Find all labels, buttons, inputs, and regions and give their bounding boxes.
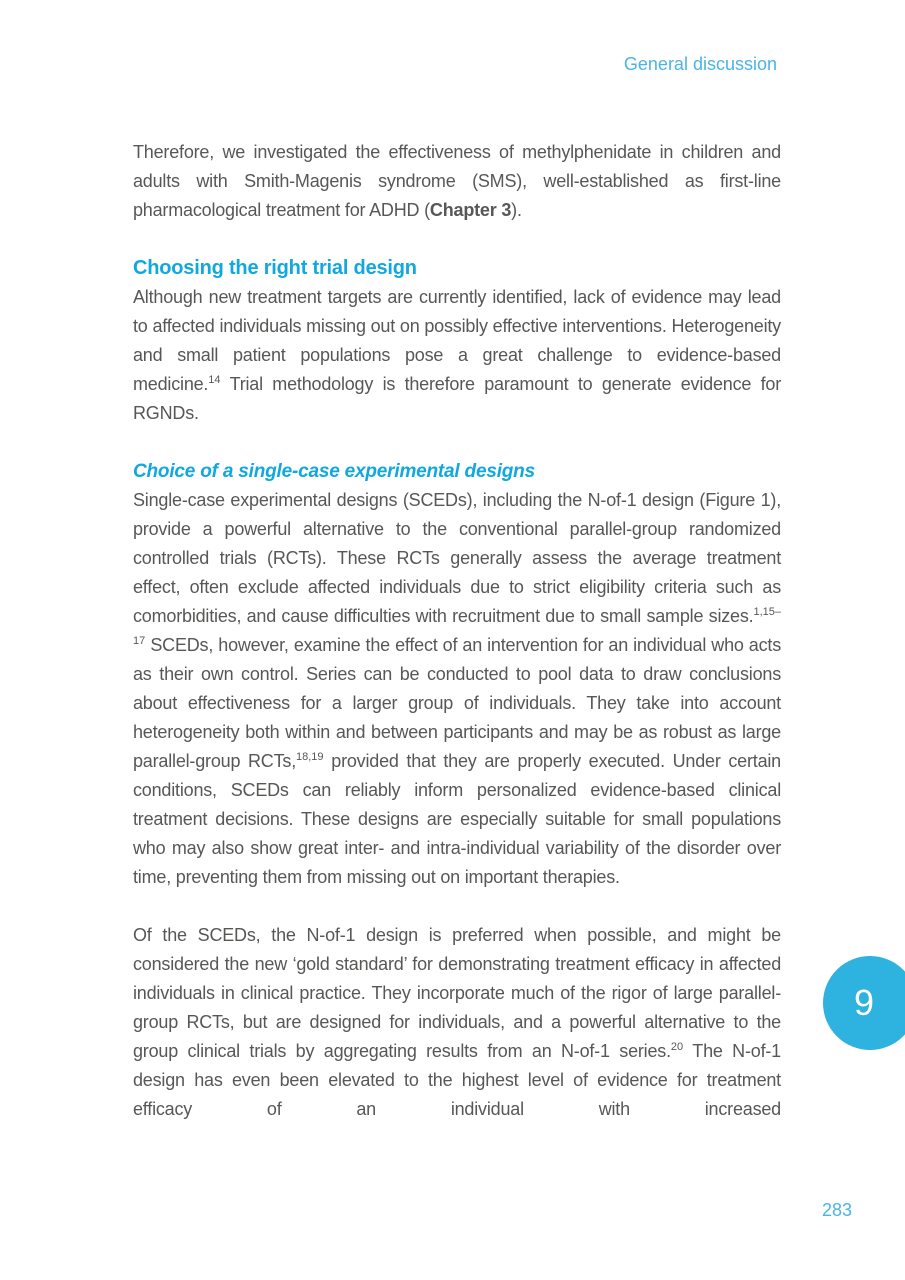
- subsection-heading: Choice of a single-case experimental designs: [133, 461, 535, 482]
- section-heading: Choosing the right trial design: [133, 257, 417, 279]
- paragraph-trial-design: Although new treatment targets are currently identified, lack of evidence may lead to affected individuals missing out on possibly effective interventions. Heterogeneity and small patient populations pose a great challenge to evidence-based medicine.$^{14}$ Trial methodology is therefore paramount to generate evidence for RGNDs.: [133, 287, 781, 423]
- paragraph-sceds: Single-case experimental designs (SCEDs), including the N-of-1 design (Figure 1), provide a powerful alternative to the conventional parallel-group randomized controlled trials (RCTs). These RCTs generally assess the average treatment effect, often exclude affected individuals due to strict eligibility criteria such as comorbidities, and cause difficulties with recruitment due to small sample sizes.$^{1,15-17}$ SCEDs, however, examine the effect of an intervention for an individual who acts as their own control. Series can be conducted to pool data to draw conclusions about effectiveness for a larger group of individuals. They take into account heterogeneity both within and between participants and may be as robust as large parallel-group RCTs,$^{18,19}$ provided that they are properly executed. Under certain conditions, SCEDs can reliably inform personalized evidence-based clinical treatment decisions. These designs are especially suitable for small populations who may also show great inter- and intra-individual variability of the disorder over time, preventing them from missing out on important therapies.: [133, 490, 781, 887]
- chapter-number: 9: [853, 982, 875, 1023]
- page-number: 283: [821, 1200, 852, 1220]
- paragraph-n-of-1: Of the SCEDs, the N-of-1 design is preferred when possible, and might be considered the new ‘gold standard’ for demonstrating treatment efficacy in affected individuals in clinical practice. They incorporate much of the rigor of large parallel-group RCTs, but are designed for individuals, and a powerful alternative to the group clinical trials by aggregating results from an N-of-1 series.$^{20}$ The N-of-1 design has even been elevated to the highest level of evidence for treatment efficacy of an individual with increased: [133, 925, 781, 1119]
- running-header: General discussion: [623, 54, 777, 74]
- page-content: [133, 138, 781, 1124]
- paragraph-intro: Therefore, we investigated the effectiveness of methylphenidate in children and adults with Smith-Magenis syndrome (SMS), well-established as first-line pharmacological treatment for ADHD (Chapter 3).: [133, 142, 781, 220]
- chapter-tab: [823, 956, 905, 1050]
